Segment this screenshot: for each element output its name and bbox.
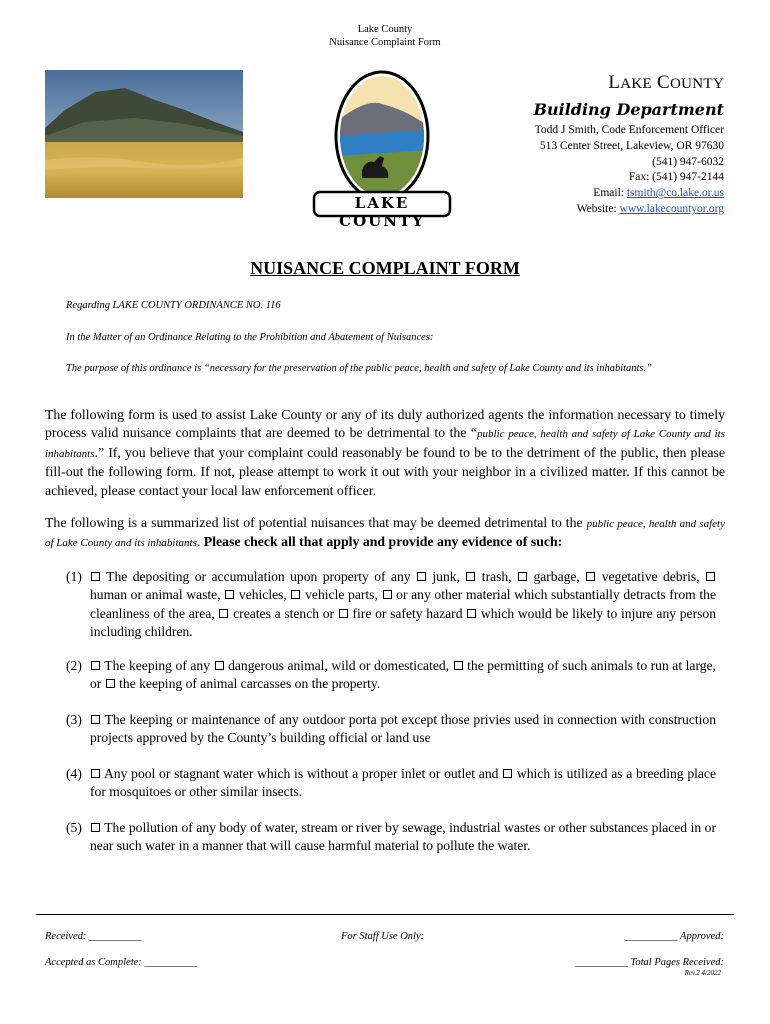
accepted-complete-field[interactable]: Accepted as Complete: __________ xyxy=(45,957,197,968)
footer-divider xyxy=(36,914,734,915)
office-phone: (541) 947-6032 xyxy=(652,155,724,168)
nuisance-item-1: (1) The depositing or accumulation upon property of any junk, trash, garbage, vegetative debris, human or animal waste, vehicles, vehicle parts, or any other material which substantially detracts from the cleanliness of the area, creates a stench or fire or safety hazard which would be likely to injure any person including children. xyxy=(66,569,716,639)
form-description: The following form is used to assist Lake County or any of its duly authorized agents the information necessary to timely process valid nuisance complaints that are deemed to be detrimental to the “public peace, health and safety of Lake County and its inhabitants.” If, you believe that your complaint could reasonably be found to be to the detriment of the public, then please fill-out the following form. If not, please attempt to work it out with your neighbor in a civilized matter. If this cannot be achieved, please contact your local law enforcement officer. xyxy=(45,407,726,498)
ordinance-regarding: Regarding LAKE COUNTY ORDINANCE NO. 116 xyxy=(66,300,281,311)
received-field[interactable]: Received: __________ xyxy=(45,931,142,942)
checkbox-accumulation[interactable] xyxy=(91,572,100,581)
checkbox-injure-children[interactable] xyxy=(467,609,476,618)
item-number: (5) xyxy=(66,820,82,835)
landscape-photo xyxy=(45,70,243,198)
checkbox-porta-pot[interactable] xyxy=(91,715,100,724)
header-line-county: Lake County xyxy=(357,24,413,35)
nuisance-item-3: (3) The keeping or maintenance of any outdoor porta pot except those privies used in connection with construction projects approved by the County’s building official or land use xyxy=(66,712,716,746)
checkbox-stagnant-water[interactable] xyxy=(91,769,100,778)
checkbox-mosquito-breeding[interactable] xyxy=(503,769,512,778)
approved-field[interactable]: __________ Approved: xyxy=(625,931,724,942)
seal-text: LAKE COUNTY xyxy=(339,194,425,230)
checkbox-other-material[interactable] xyxy=(383,590,392,599)
checkbox-vegetative-debris[interactable] xyxy=(586,572,595,581)
ordinance-matter: In the Matter of an Ordinance Relating to the Prohibition and Abatement of Nuisances: xyxy=(66,332,434,343)
website-link[interactable]: www.lakecountyor.org xyxy=(619,202,724,215)
checkbox-animals-at-large[interactable] xyxy=(454,661,463,670)
staff-use-label: For Staff Use Only: xyxy=(341,931,425,942)
office-fax: Fax: (541) 947-2144 xyxy=(628,171,724,184)
checkbox-water-pollution[interactable] xyxy=(91,823,100,832)
nuisance-item-5: (5) The pollution of any body of water, stream or river by sewage, industrial wastes or other substances placed in or near such water in a manner that will cause harmful material to pollute the water. xyxy=(66,820,716,854)
ordinance-purpose: The purpose of this ordinance is “necessary for the preservation of the public peace, health and safety of Lake County and its inhabitants.” xyxy=(66,363,652,374)
checkbox-animal-carcasses[interactable] xyxy=(106,679,115,688)
nuisance-item-2: (2) The keeping of any dangerous animal, wild or domesticated, the permitting of such animals to run at large, or the keeping of animal carcasses on the property. xyxy=(66,658,716,692)
email-link[interactable]: tsmith@co.lake.or.us xyxy=(626,187,724,200)
office-email: Email: tsmith@co.lake.or.us xyxy=(593,187,724,200)
item-number: (4) xyxy=(66,766,82,781)
total-pages-field[interactable]: __________ Total Pages Received: xyxy=(575,957,724,968)
checkbox-trash[interactable] xyxy=(466,572,475,581)
checkbox-fire-hazard[interactable] xyxy=(339,609,348,618)
item-number: (1) xyxy=(66,569,82,584)
officer-name: Todd J Smith, Code Enforcement Officer xyxy=(534,124,724,136)
checkbox-junk[interactable] xyxy=(417,572,426,581)
agency-info xyxy=(444,70,724,218)
checkbox-stench[interactable] xyxy=(219,609,228,618)
checkbox-vehicle-parts[interactable] xyxy=(291,590,300,599)
item-number: (2) xyxy=(66,658,82,673)
office-address: 513 Center Street, Lakeview, OR 97630 xyxy=(539,139,724,152)
page-header xyxy=(0,23,770,49)
office-website: Website: www.lakecountyor.org xyxy=(576,202,724,215)
checkbox-vehicles[interactable] xyxy=(225,590,234,599)
checkbox-garbage[interactable] xyxy=(518,572,527,581)
header-line-form: Nuisance Complaint Form xyxy=(329,37,441,48)
checkbox-waste[interactable] xyxy=(706,572,715,581)
nuisance-list-intro: The following is a summarized list of potential nuisances that may be deemed detrimental to the public peace, health and safety of Lake County and its inhabitants. Please check all that apply and provide any evidence of such: xyxy=(45,515,725,550)
county-seal-logo xyxy=(306,70,458,230)
checkbox-dangerous-animal[interactable] xyxy=(215,661,224,670)
nuisance-item-4: (4) Any pool or stagnant water which is without a proper inlet or outlet and which is utilized as a breeding place for mosquitoes or other similar insects. xyxy=(66,766,717,800)
checkbox-keeping-animal[interactable] xyxy=(91,661,100,670)
department-name: Building Department xyxy=(533,100,724,119)
item-number: (3) xyxy=(66,712,82,727)
agency-name: LAKE COUNTY xyxy=(608,72,724,93)
form-title: NUISANCE COMPLAINT FORM xyxy=(250,258,520,278)
revision-label: Rev.2 4/2022 xyxy=(684,969,721,977)
